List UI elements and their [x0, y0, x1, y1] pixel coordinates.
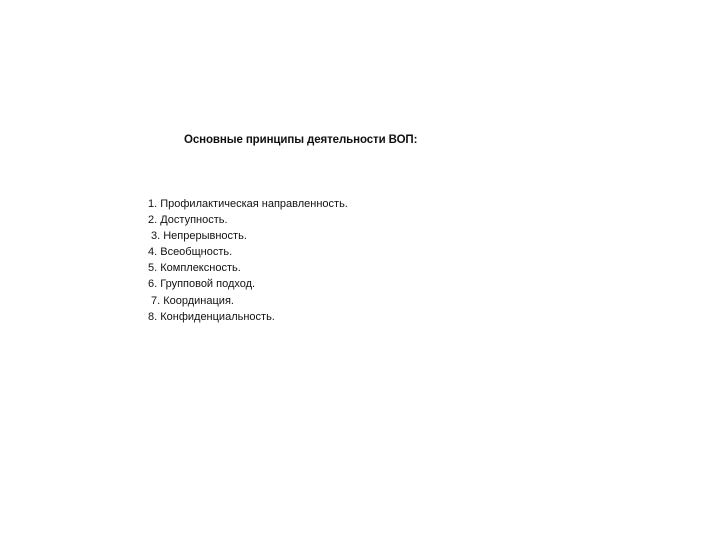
principles-list [148, 196, 348, 325]
list-item: 5. Комплексность. [148, 262, 241, 275]
list-item: 7. Координация. [151, 294, 234, 307]
list-item: 2. Доступность. [148, 214, 228, 227]
list-item: 3. Непрерывность. [151, 230, 247, 243]
list-item: 1. Профилактическая направленность. [148, 198, 348, 210]
list-item: 8. Конфиденциальность. [148, 310, 275, 323]
list-item: 4. Всеобщность. [148, 246, 233, 259]
list-item: 6. Групповой подход. [148, 278, 256, 291]
slide-title: Основные принципы деятельности ВОП: [184, 134, 418, 146]
